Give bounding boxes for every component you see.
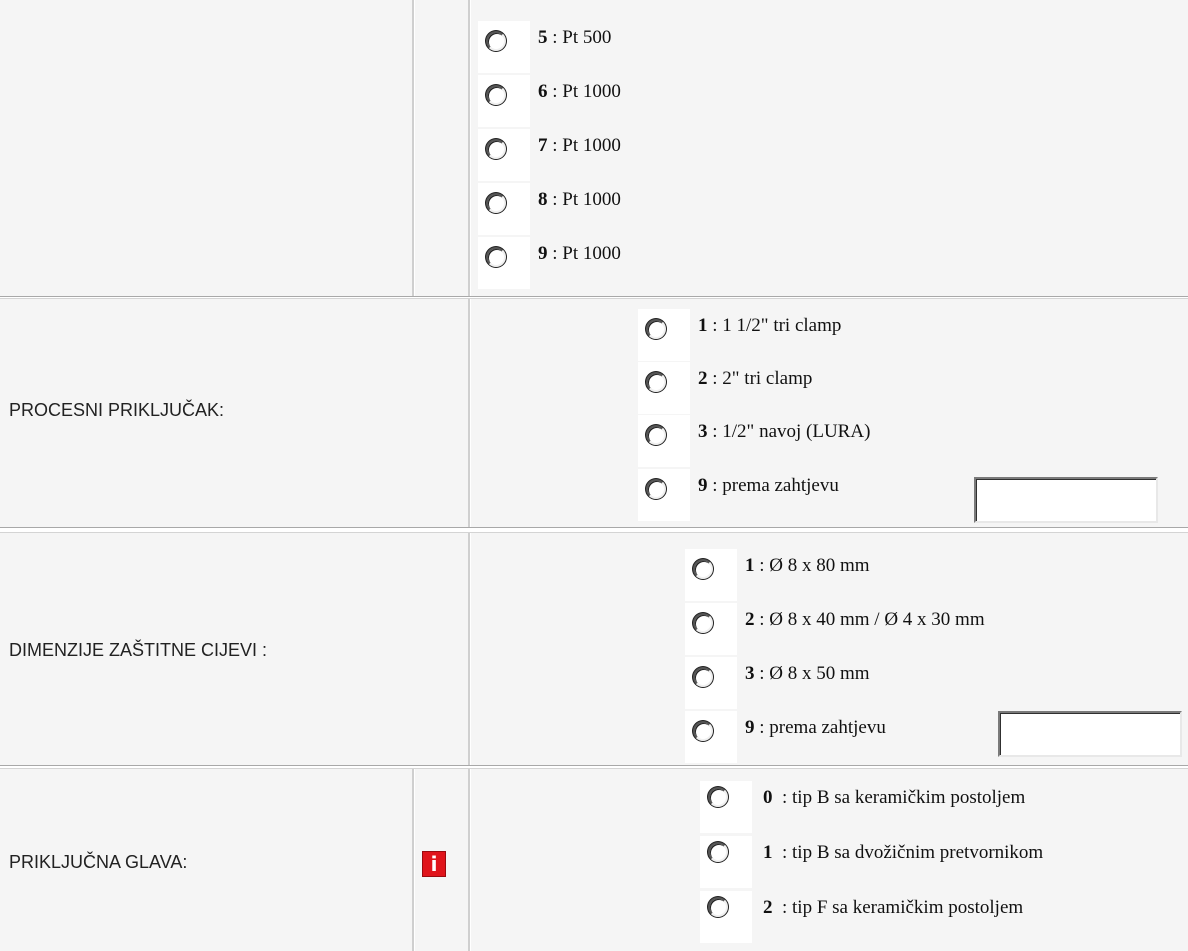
option-label: 6 : Pt 1000 (538, 81, 621, 102)
radio-button[interactable] (486, 85, 506, 105)
info-icon[interactable]: i (422, 851, 446, 877)
option-label: 7 : Pt 1000 (538, 135, 621, 156)
radio-button[interactable] (486, 139, 506, 159)
column-divider (468, 533, 471, 765)
row-label: PRIKLJUČNA GLAVA: (9, 852, 188, 872)
option-label: 2 : Ø 8 x 40 mm / Ø 4 x 30 mm (745, 609, 985, 630)
option-label: 3 : Ø 8 x 50 mm (745, 663, 870, 684)
radio-button[interactable] (693, 613, 713, 633)
column-divider (412, 0, 415, 296)
radio-button[interactable] (693, 667, 713, 687)
column-divider (468, 769, 471, 951)
option-label: 5 : Pt 500 (538, 27, 612, 48)
procesni-custom-input[interactable] (974, 477, 1158, 523)
option-label: 2 : tip F sa keramičkim postoljem (763, 897, 1024, 918)
column-divider (468, 299, 471, 527)
column-divider (468, 0, 471, 296)
option-label: 9 : prema zahtjevu (698, 475, 839, 496)
dimenzije-custom-input[interactable] (998, 711, 1182, 757)
radio-button[interactable] (708, 897, 728, 917)
option-label: 1 : 1 1/2" tri clamp (698, 315, 842, 336)
radio-button[interactable] (708, 842, 728, 862)
radio-button[interactable] (646, 319, 666, 339)
radio-button[interactable] (693, 721, 713, 741)
option-label: 8 : Pt 1000 (538, 189, 621, 210)
radio-button[interactable] (646, 479, 666, 499)
procesni-prikljucak-row (0, 298, 1188, 528)
option-label: 3 : 1/2" navoj (LURA) (698, 421, 871, 442)
option-label: 9 : Pt 1000 (538, 243, 621, 264)
row-label: PROCESNI PRIKLJUČAK: (9, 400, 225, 420)
radio-button[interactable] (708, 787, 728, 807)
dimenzije-row (0, 532, 1188, 766)
option-label: 0 : tip B sa keramičkim postoljem (763, 787, 1026, 808)
prikljucna-glava-row (0, 768, 1188, 951)
radio-button[interactable] (693, 559, 713, 579)
option-label: 2 : 2" tri clamp (698, 368, 813, 389)
row-label: DIMENZIJE ZAŠTITNE CIJEVI : (9, 640, 268, 660)
radio-button[interactable] (646, 372, 666, 392)
radio-button[interactable] (486, 247, 506, 267)
option-label: 9 : prema zahtjevu (745, 717, 886, 738)
sensor-row (0, 0, 1188, 297)
option-label: 1 : Ø 8 x 80 mm (745, 555, 870, 576)
radio-button[interactable] (486, 31, 506, 51)
radio-button[interactable] (646, 425, 666, 445)
option-label: 1 : tip B sa dvožičnim pretvornikom (763, 842, 1044, 863)
radio-button[interactable] (486, 193, 506, 213)
column-divider (412, 769, 415, 951)
